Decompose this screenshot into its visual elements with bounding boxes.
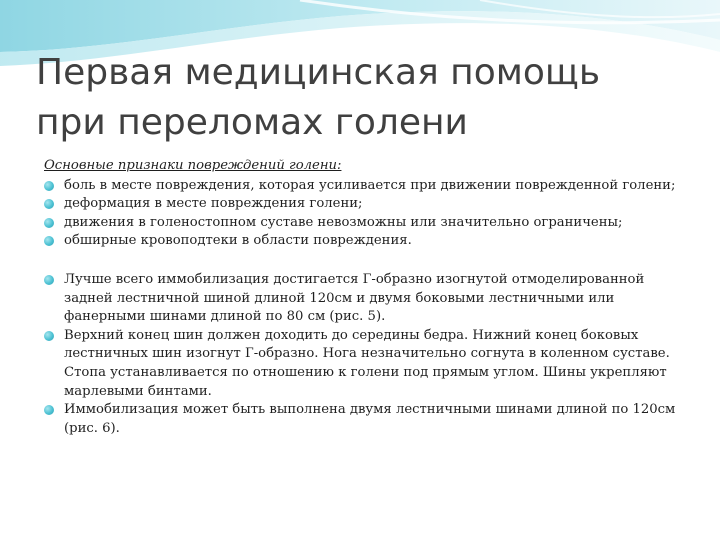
bullet-icon (44, 236, 54, 246)
list-item (44, 195, 684, 214)
list-item-text: Верхний конец шин должен доходить до середины бедра. Нижний конец боковых лестничных шин изогнут Г-образно. Нога незначительно согнута в коленном суставе. Стопа устанавливается по отношению к голени под прямым углом. Шины укрепляют марлевыми бинтами. (64, 327, 670, 399)
list-item (44, 401, 684, 438)
list-item-text: обширные кровоподтеки в области повреждения. (64, 233, 412, 249)
instructions-list (44, 271, 684, 438)
bullet-icon (44, 405, 54, 415)
slide-body (44, 157, 684, 438)
bullet-icon (44, 331, 54, 341)
slide-title-line-2: при переломах голени (36, 102, 468, 143)
bullet-icon (44, 181, 54, 191)
list-item (44, 214, 684, 233)
list-item (44, 177, 684, 196)
list-item-text: движения в голеностопном суставе невозможны или значительно ограничены; (64, 214, 623, 230)
signs-subheading: Основные признаки повреждений голени: (44, 158, 342, 173)
signs-list (44, 177, 684, 251)
list-item-text: Иммобилизация может быть выполнена двумя лестничными шинами длиной по 120см (рис. 6). (64, 402, 676, 436)
list-item-text: Лучше всего иммобилизация достигается Г-образно изогнутой отмоделированной задней лестничной шиной длиной 120см и двумя боковыми лестничными или фанерными шинами длиной по 80 см (рис. 5). (64, 271, 645, 325)
list-item (44, 327, 684, 401)
spacer (44, 251, 684, 271)
bullet-icon (44, 199, 54, 209)
list-item (44, 271, 684, 327)
list-item-text: боль в месте повреждения, которая усиливается при движении поврежденной голени; (64, 177, 676, 193)
list-item (44, 232, 684, 251)
list-item-text: деформация в месте повреждения голени; (64, 196, 363, 212)
slide-title (36, 48, 696, 148)
bullet-icon (44, 218, 54, 228)
bullet-icon (44, 275, 54, 285)
slide-title-line-1: Первая медицинская помощь (36, 52, 601, 93)
